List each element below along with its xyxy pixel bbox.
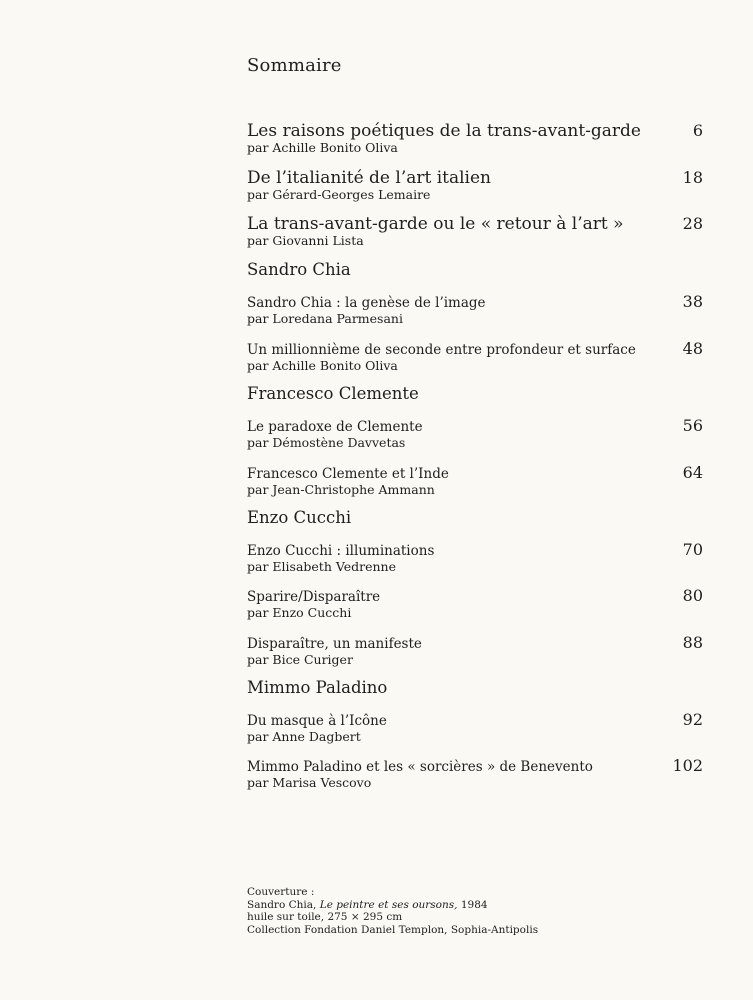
entry-page-number: 56 <box>682 416 703 435</box>
entry-page-number: 64 <box>682 463 703 482</box>
toc-entry[interactable] <box>247 121 703 155</box>
entry-heading: Le paradoxe de Clemente <box>247 419 423 435</box>
credits-medium: huile sur toile, 275 × 295 cm <box>247 911 403 923</box>
entry-author: par Giovanni Lista <box>247 233 364 248</box>
entry-author: par Achille Bonito Oliva <box>247 358 398 373</box>
entry-heading: Francesco Clemente et l’Inde <box>247 466 449 482</box>
entry-heading: Un millionnième de seconde entre profondeur et surface <box>247 342 636 358</box>
entry-author: par Démostène Davvetas <box>247 435 406 450</box>
entry-heading: Enzo Cucchi : illuminations <box>247 543 435 559</box>
section-heading: Enzo Cucchi <box>247 508 352 527</box>
entry-author: par Enzo Cucchi <box>247 605 352 620</box>
entry-author: par Anne Dagbert <box>247 729 361 744</box>
entry-heading: Les raisons poétiques de la trans-avant-garde <box>247 121 641 141</box>
toc-entry[interactable] <box>247 586 703 620</box>
entry-author: par Marisa Vescovo <box>247 775 372 790</box>
entry-heading: De l’italianité de l’art italien <box>247 168 492 188</box>
credits-artist: Sandro Chia, <box>247 898 320 911</box>
entry-heading: Du masque à l’Icône <box>247 713 387 729</box>
entry-author: par Jean-Christophe Ammann <box>247 482 435 497</box>
entry-page-number: 48 <box>682 339 703 358</box>
credits-collection: Collection Fondation Daniel Templon, Sophia-Antipolis <box>247 923 539 936</box>
entry-page-number: 88 <box>682 633 703 652</box>
toc-entry[interactable] <box>247 540 703 574</box>
credits-year: 1984 <box>457 898 488 911</box>
entry-author: par Elisabeth Vedrenne <box>247 559 396 574</box>
toc-entry[interactable] <box>247 416 703 450</box>
entry-page-number: 6 <box>692 121 703 140</box>
cover-credits <box>247 886 538 936</box>
entry-page-number: 18 <box>682 168 703 187</box>
entry-author: par Achille Bonito Oliva <box>247 140 398 155</box>
toc-entry[interactable] <box>247 168 703 202</box>
entry-heading: Disparaître, un manifeste <box>247 636 422 652</box>
entry-page-number: 102 <box>672 756 703 775</box>
credits-label: Couverture : <box>247 886 315 898</box>
entry-page-number: 38 <box>682 292 703 311</box>
entry-author: par Loredana Parmesani <box>247 311 403 326</box>
entry-page-number: 80 <box>682 586 703 605</box>
entry-author: par Bice Curiger <box>247 652 353 667</box>
toc-entry[interactable] <box>247 339 703 373</box>
toc-entry[interactable] <box>247 756 703 790</box>
entry-heading: Sparire/Disparaître <box>247 589 381 605</box>
section-heading: Mimmo Paladino <box>247 678 388 697</box>
credits-artwork-line <box>247 899 538 912</box>
page-title: Sommaire <box>247 55 342 76</box>
entry-author: par Gérard-Georges Lemaire <box>247 187 431 202</box>
entry-page-number: 92 <box>682 710 703 729</box>
toc-entry[interactable] <box>247 292 703 326</box>
section-heading: Sandro Chia <box>247 260 351 279</box>
credits-work-title: Le peintre et ses oursons, <box>319 898 458 911</box>
entry-heading: Mimmo Paladino et les « sorcières » de Benevento <box>247 759 593 775</box>
entry-page-number: 28 <box>682 214 703 233</box>
toc-entry[interactable] <box>247 710 703 744</box>
entry-heading: Sandro Chia : la genèse de l’image <box>247 295 486 311</box>
entry-page-number: 70 <box>682 540 703 559</box>
toc-entry[interactable] <box>247 463 703 497</box>
toc-entry[interactable] <box>247 633 703 667</box>
section-heading: Francesco Clemente <box>247 384 419 403</box>
toc-entry[interactable] <box>247 214 703 248</box>
entry-heading: La trans-avant-garde ou le « retour à l’art » <box>247 214 624 234</box>
